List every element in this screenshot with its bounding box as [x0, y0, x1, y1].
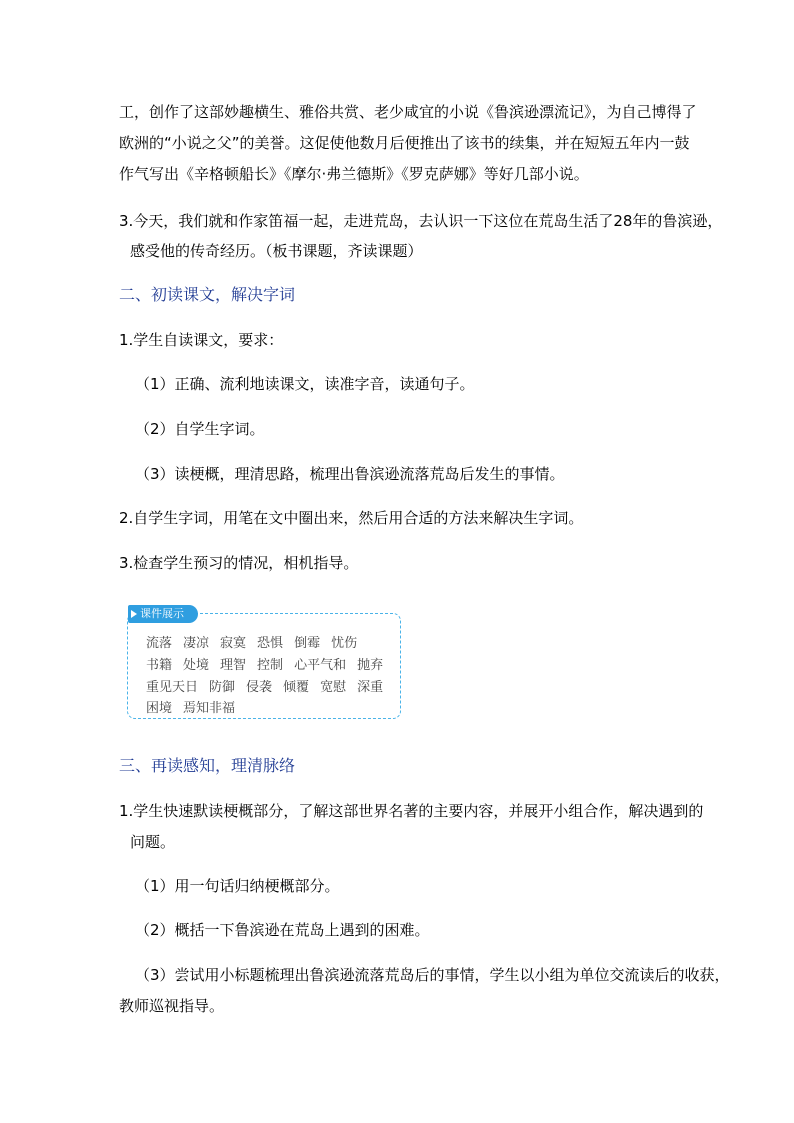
play-icon: [131, 610, 137, 618]
vocab-word: 理智: [220, 658, 247, 673]
section-heading: 三、再读感知，理清脉络: [119, 756, 296, 775]
list-item: 2.自学生字词，用笔在文中圈出来，然后用合适的方法来解决生字词。: [119, 509, 584, 527]
list-item: （1）正确、流利地读课文，读准字音，读通句子。: [135, 375, 475, 393]
list-item: （2）概括一下鲁滨逊在荒岛上遇到的困难。: [135, 921, 430, 939]
vocab-word: 恐惧: [257, 636, 284, 651]
list-item: （3）尝试用小标题梳理出鲁滨逊流落荒岛后的事情，学生以小组为单位交流读后的收获，: [135, 966, 730, 984]
list-item: 3.检查学生预习的情况，相机指导。: [119, 554, 359, 572]
list-item: （2）自学生字词。: [135, 420, 265, 438]
list-item: （1）用一句话归纳梗概部分。: [135, 877, 340, 895]
paragraph-line: 欧洲的“小说之父”的美誉。这促使他数月后便推出了该书的续集，并在短短五年内一鼓: [119, 134, 690, 152]
vocab-word: 控制: [257, 658, 284, 673]
vocab-word: 处境: [183, 658, 210, 673]
vocab-word: 防御: [209, 680, 236, 695]
word-row: [146, 632, 368, 651]
courseware-tag: [128, 605, 198, 623]
vocab-word: 宽慰: [320, 680, 347, 695]
paragraph-line: 感受他的传奇经历。（板书课题，齐读课题）: [130, 242, 423, 260]
paragraph-line: 作气写出《辛格顿船长》《摩尔·弗兰德斯》《罗克萨娜》等好几部小说。: [119, 165, 589, 183]
paragraph-line: 3.今天，我们就和作家笛福一起，走进荒岛，去认识一下这位在荒岛生活了28年的鲁滨逊，: [119, 212, 723, 230]
vocab-word: 流落: [146, 636, 173, 651]
word-row: [146, 654, 394, 673]
vocab-word: 忧伤: [331, 636, 358, 651]
word-row: [146, 697, 246, 716]
vocab-word: 侵袭: [246, 680, 273, 695]
list-item: 教师巡视指导。: [119, 997, 225, 1015]
word-row: [146, 676, 394, 695]
list-item: （3）读梗概，理清思路，梳理出鲁滨逊流落荒岛后发生的事情。: [135, 465, 565, 483]
vocab-word: 书籍: [146, 658, 173, 673]
section-heading: 二、初读课文，解决字词: [119, 285, 296, 304]
vocab-word: 心平气和: [294, 658, 347, 673]
list-item: 1.学生自读课文，要求：: [119, 331, 284, 349]
vocab-word: 深重: [357, 680, 384, 695]
list-item: 问题。: [130, 833, 176, 851]
vocab-word: 困境: [146, 701, 173, 716]
vocab-word: 抛弃: [357, 658, 384, 673]
courseware-tag-label: 课件展示: [140, 607, 184, 620]
list-item: 1.学生快速默读梗概部分，了解这部世界名著的主要内容，并展开小组合作，解决遇到的: [119, 802, 704, 820]
vocab-word: 重见天日: [146, 680, 199, 695]
vocab-word: 倾覆: [283, 680, 310, 695]
paragraph-line: 工，创作了这部妙趣横生、雅俗共赏、老少咸宜的小说《鲁滨逊漂流记》，为自己博得了: [119, 103, 697, 121]
vocab-word: 寂寞: [220, 636, 247, 651]
vocab-word: 焉知非福: [183, 701, 236, 716]
vocab-word: 凄凉: [183, 636, 210, 651]
vocab-word: 倒霉: [294, 636, 321, 651]
